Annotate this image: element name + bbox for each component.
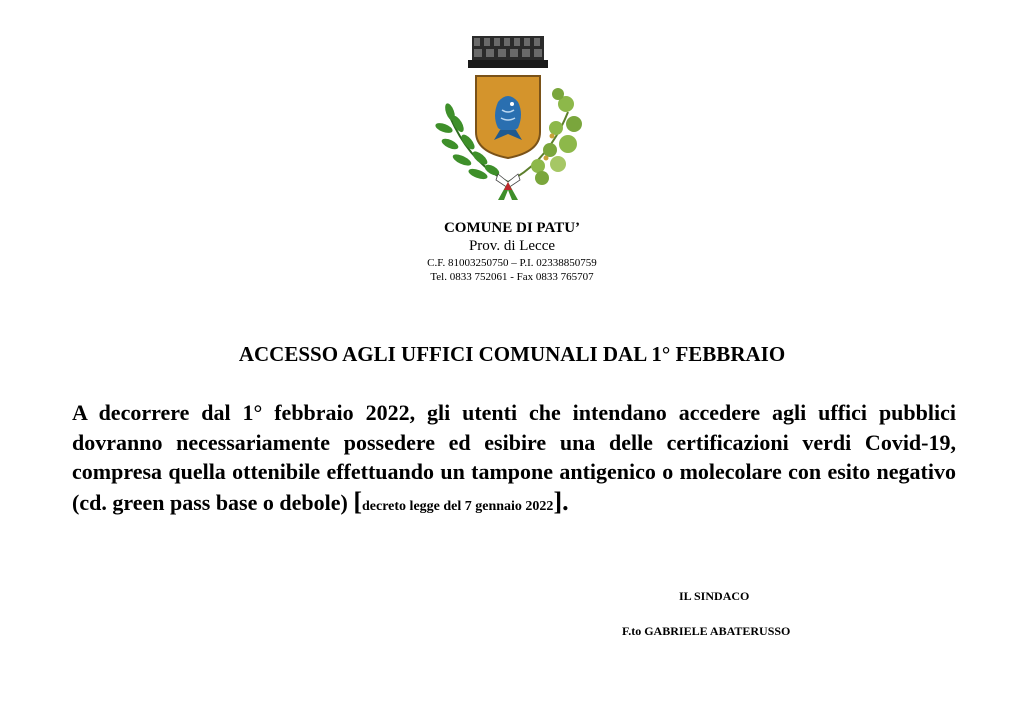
- decree-bracket-close: ].: [553, 486, 569, 516]
- decree-bracket-open: [: [353, 486, 362, 516]
- shield-icon: [476, 76, 540, 158]
- municipality-header: [312, 219, 712, 284]
- municipality-name: COMUNE DI PATU’: [443, 220, 581, 236]
- notice-body: [72, 398, 956, 521]
- crown-icon: [468, 36, 548, 68]
- province-line: Prov. di Lecce: [468, 238, 556, 254]
- municipal-coat-of-arms: [428, 32, 588, 200]
- notice-body-text: A decorrere dal 1° febbraio 2022, gli utenti che intendano accedere agli uffici pubblici dovranno necessariamente possedere ed esibire una delle certificazioni verdi Covid-19, compresa quella ottenibile effettuando un tampone antigenico o molecolare con esito negativo (cd. green pass base o debole): [72, 400, 956, 515]
- decree-reference: decreto legge del 7 gennaio 2022: [362, 498, 554, 514]
- notice-title: ACCESSO AGLI UFFICI COMUNALI DAL 1° FEBBRAIO: [238, 342, 786, 366]
- contact-numbers: Tel. 0833 752061 - Fax 0833 765707: [430, 271, 594, 283]
- signature-role: IL SINDACO: [679, 589, 750, 603]
- signature-name: F.to GABRIELE ABATERUSSO: [622, 624, 791, 638]
- ribbon-icon: [496, 174, 520, 200]
- fiscal-codes: C.F. 81003250750 – P.I. 02338850759: [427, 257, 597, 269]
